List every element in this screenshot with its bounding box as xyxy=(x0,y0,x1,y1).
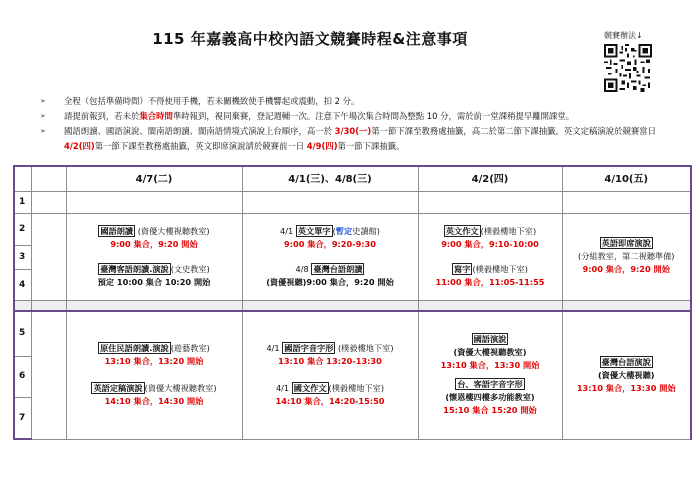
notice-text: 第一節下課至教務處抽籤，高二於第二節下課抽籤。英文定稿演說於競賽當日 xyxy=(371,126,656,136)
date-header: 4/10(五) xyxy=(562,166,691,192)
event-entry xyxy=(419,225,562,251)
table-header-row xyxy=(14,166,691,192)
event-location: (資優大樓視聽教室) xyxy=(453,347,527,358)
event-name: 臺灣台語朗讀 xyxy=(313,263,363,274)
gap-cell xyxy=(14,300,31,310)
event-location: (資優大樓視聽教室) xyxy=(144,383,217,394)
event-time: 13:10 集合，13:30 開始 xyxy=(440,360,540,371)
event-name: 英語定稿演說 xyxy=(93,383,143,394)
event-entry xyxy=(243,225,418,251)
event-entry xyxy=(67,263,242,289)
schedule-table xyxy=(13,165,692,440)
event-location: (樸毅樓地下室) xyxy=(328,383,385,394)
event-time: 9:00 集合，9:20-9:30 xyxy=(284,238,376,249)
event-time: 10:00 集合 10:20 開始 xyxy=(116,276,211,287)
event-entry xyxy=(419,333,562,372)
event-name: 英文單字 xyxy=(297,225,331,236)
event-name: 國語字音字形 xyxy=(284,343,334,354)
gap-cell xyxy=(66,300,242,310)
page-title: 115 年嘉義高中校內語文競賽時程&注意事項 xyxy=(152,30,468,48)
event-entry xyxy=(419,378,562,417)
notice-text: 第一節下課至教務處抽籤，英文即席演說請於競賽前一日 xyxy=(94,141,307,151)
event-time-prefix: 預定 xyxy=(97,276,117,287)
date-header: 4/7(二) xyxy=(66,166,242,192)
event-entry xyxy=(243,342,418,368)
qr-code-icon[interactable] xyxy=(604,44,652,92)
notice-highlight: 4/2(四) xyxy=(64,141,95,151)
blank-header-cell xyxy=(31,166,66,192)
date-header: 4/1(三)、4/8(三) xyxy=(242,166,418,192)
date-header: 4/2(四) xyxy=(418,166,562,192)
event-date-prefix: 4/1 xyxy=(275,383,292,394)
event-time: 15:10 集合 15:20 開始 xyxy=(443,405,537,416)
notice-text: 國語朗讀、國語演說、閩南語朗讀、閩南語情境式演說上台順序，高一於 xyxy=(64,126,335,136)
event-name: 英語即席演說 xyxy=(601,238,651,249)
event-location: (樸毅樓地下室) xyxy=(480,225,537,236)
notice-text: 請提前報到，若未於 xyxy=(64,111,140,121)
empty-cell xyxy=(418,192,562,214)
event-entry xyxy=(419,263,562,289)
schedule-cell xyxy=(418,213,562,300)
arrow-bullet-icon: ➢ xyxy=(40,97,46,105)
period-number: 6 xyxy=(14,356,31,397)
schedule-cell xyxy=(562,213,691,300)
event-time: (資優視聽)9:00 集合，9:20 開始 xyxy=(266,276,394,287)
event-time: 13:10 集合 13:20-13:30 xyxy=(278,356,382,367)
gap-cell xyxy=(562,300,691,310)
notice-highlight: 3/30(一) xyxy=(334,126,372,136)
event-location: (資優大樓視聽教室) xyxy=(135,225,210,236)
empty-cell xyxy=(562,192,691,214)
period-number: 5 xyxy=(14,311,31,357)
notice-text: 全程（包括準備時間）不得使用手機，若未關機致使手機響起或震動，扣 2 分。 xyxy=(64,96,360,106)
lunch-gap-row xyxy=(14,300,691,310)
qr-caption: 競賽辦法↓ xyxy=(604,31,643,40)
period-number: 2 xyxy=(14,213,31,246)
notice-item-3 xyxy=(40,124,670,154)
notice-text: 第一節下課抽籤。 xyxy=(337,141,405,151)
event-name: 寫字 xyxy=(454,263,471,274)
gap-cell xyxy=(242,300,418,310)
schedule-cell xyxy=(66,213,242,300)
event-location: ( xyxy=(332,225,336,236)
event-entry xyxy=(67,225,242,251)
corner-cell xyxy=(14,166,31,192)
event-entry xyxy=(67,382,242,408)
event-location: (懷恩樓四樓多功能教室) xyxy=(445,392,535,403)
arrow-bullet-icon: ➢ xyxy=(40,112,46,120)
schedule-cell xyxy=(562,311,691,439)
period-number: 4 xyxy=(14,270,31,300)
event-location: (資優大樓視聽) xyxy=(597,369,655,380)
schedule-cell xyxy=(66,311,242,439)
spacer-cell xyxy=(31,213,66,300)
event-location: (樸毅樓地下室) xyxy=(472,263,528,274)
schedule-cell xyxy=(418,311,562,439)
event-time: 14:10 集合，14:30 開始 xyxy=(104,396,204,407)
event-name: 臺灣台語演說 xyxy=(601,356,651,367)
event-entry xyxy=(243,382,418,408)
event-name: 國文作文 xyxy=(293,383,327,394)
event-time: 13:10 集合，13:30 開始 xyxy=(576,382,676,393)
event-time: 9:00 集合，9:20 開始 xyxy=(582,264,670,275)
event-date-prefix: 4/8 xyxy=(295,263,312,274)
event-date-prefix: 4/1 xyxy=(280,225,296,236)
empty-cell xyxy=(242,192,418,214)
notice-item-2 xyxy=(40,109,670,124)
tentative-tag: 暫定 xyxy=(335,225,353,236)
notice-highlight: 集合時間 xyxy=(139,111,173,121)
event-location: (分組教室，第二視聽準備) xyxy=(578,251,675,262)
period-number: 7 xyxy=(14,398,31,439)
event-name: 台、客語字音字形 xyxy=(457,379,523,390)
period-number: 1 xyxy=(14,192,31,214)
schedule-cell xyxy=(242,213,418,300)
event-time: 14:10 集合，14:20-15:50 xyxy=(275,396,385,407)
event-time: 13:10 集合，13:20 開始 xyxy=(104,356,204,367)
event-time: 11:00 集合，11:05-11:55 xyxy=(435,276,545,287)
event-entry xyxy=(563,356,691,395)
event-entry xyxy=(67,342,242,368)
arrow-bullet-icon: ➢ xyxy=(40,127,46,135)
event-entry xyxy=(243,263,418,289)
gap-cell xyxy=(31,300,66,310)
event-name: 英文作文 xyxy=(445,225,479,236)
empty-cell xyxy=(66,192,242,214)
empty-cell xyxy=(31,192,66,214)
notice-highlight: 4/9(四) xyxy=(306,141,338,151)
event-name: 原住民語朗讀.演說 xyxy=(100,343,169,354)
event-location: (樸毅樓地下室) xyxy=(335,343,394,354)
event-entry xyxy=(563,237,691,276)
event-location: (文史教室) xyxy=(170,263,210,274)
event-location: (遊藝教室) xyxy=(170,343,210,354)
table-row xyxy=(14,213,691,246)
event-name: 國語朗讀 xyxy=(100,225,134,236)
table-row xyxy=(14,311,691,357)
event-name: 國語演說 xyxy=(473,334,507,345)
event-name: 臺灣客語朗讀.演說 xyxy=(100,263,169,274)
notice-item-1 xyxy=(40,94,670,109)
period-number: 3 xyxy=(14,246,31,270)
event-time: 9:00 集合，9:10-10:00 xyxy=(441,238,539,249)
gap-cell xyxy=(418,300,562,310)
event-location: 史讀館) xyxy=(352,225,380,236)
schedule-cell xyxy=(242,311,418,439)
spacer-cell xyxy=(31,311,66,439)
notice-text: 準時報到，視同棄賽，登記週輔一次。注意下午場次集合時間為整點 10 分，需於前一堂課稍提早離開課堂。 xyxy=(172,111,575,121)
table-row xyxy=(14,192,691,214)
event-date-prefix: 4/1 xyxy=(266,343,283,354)
event-time: 9:00 集合，9:20 開始 xyxy=(110,238,198,249)
notice-list xyxy=(40,94,670,154)
